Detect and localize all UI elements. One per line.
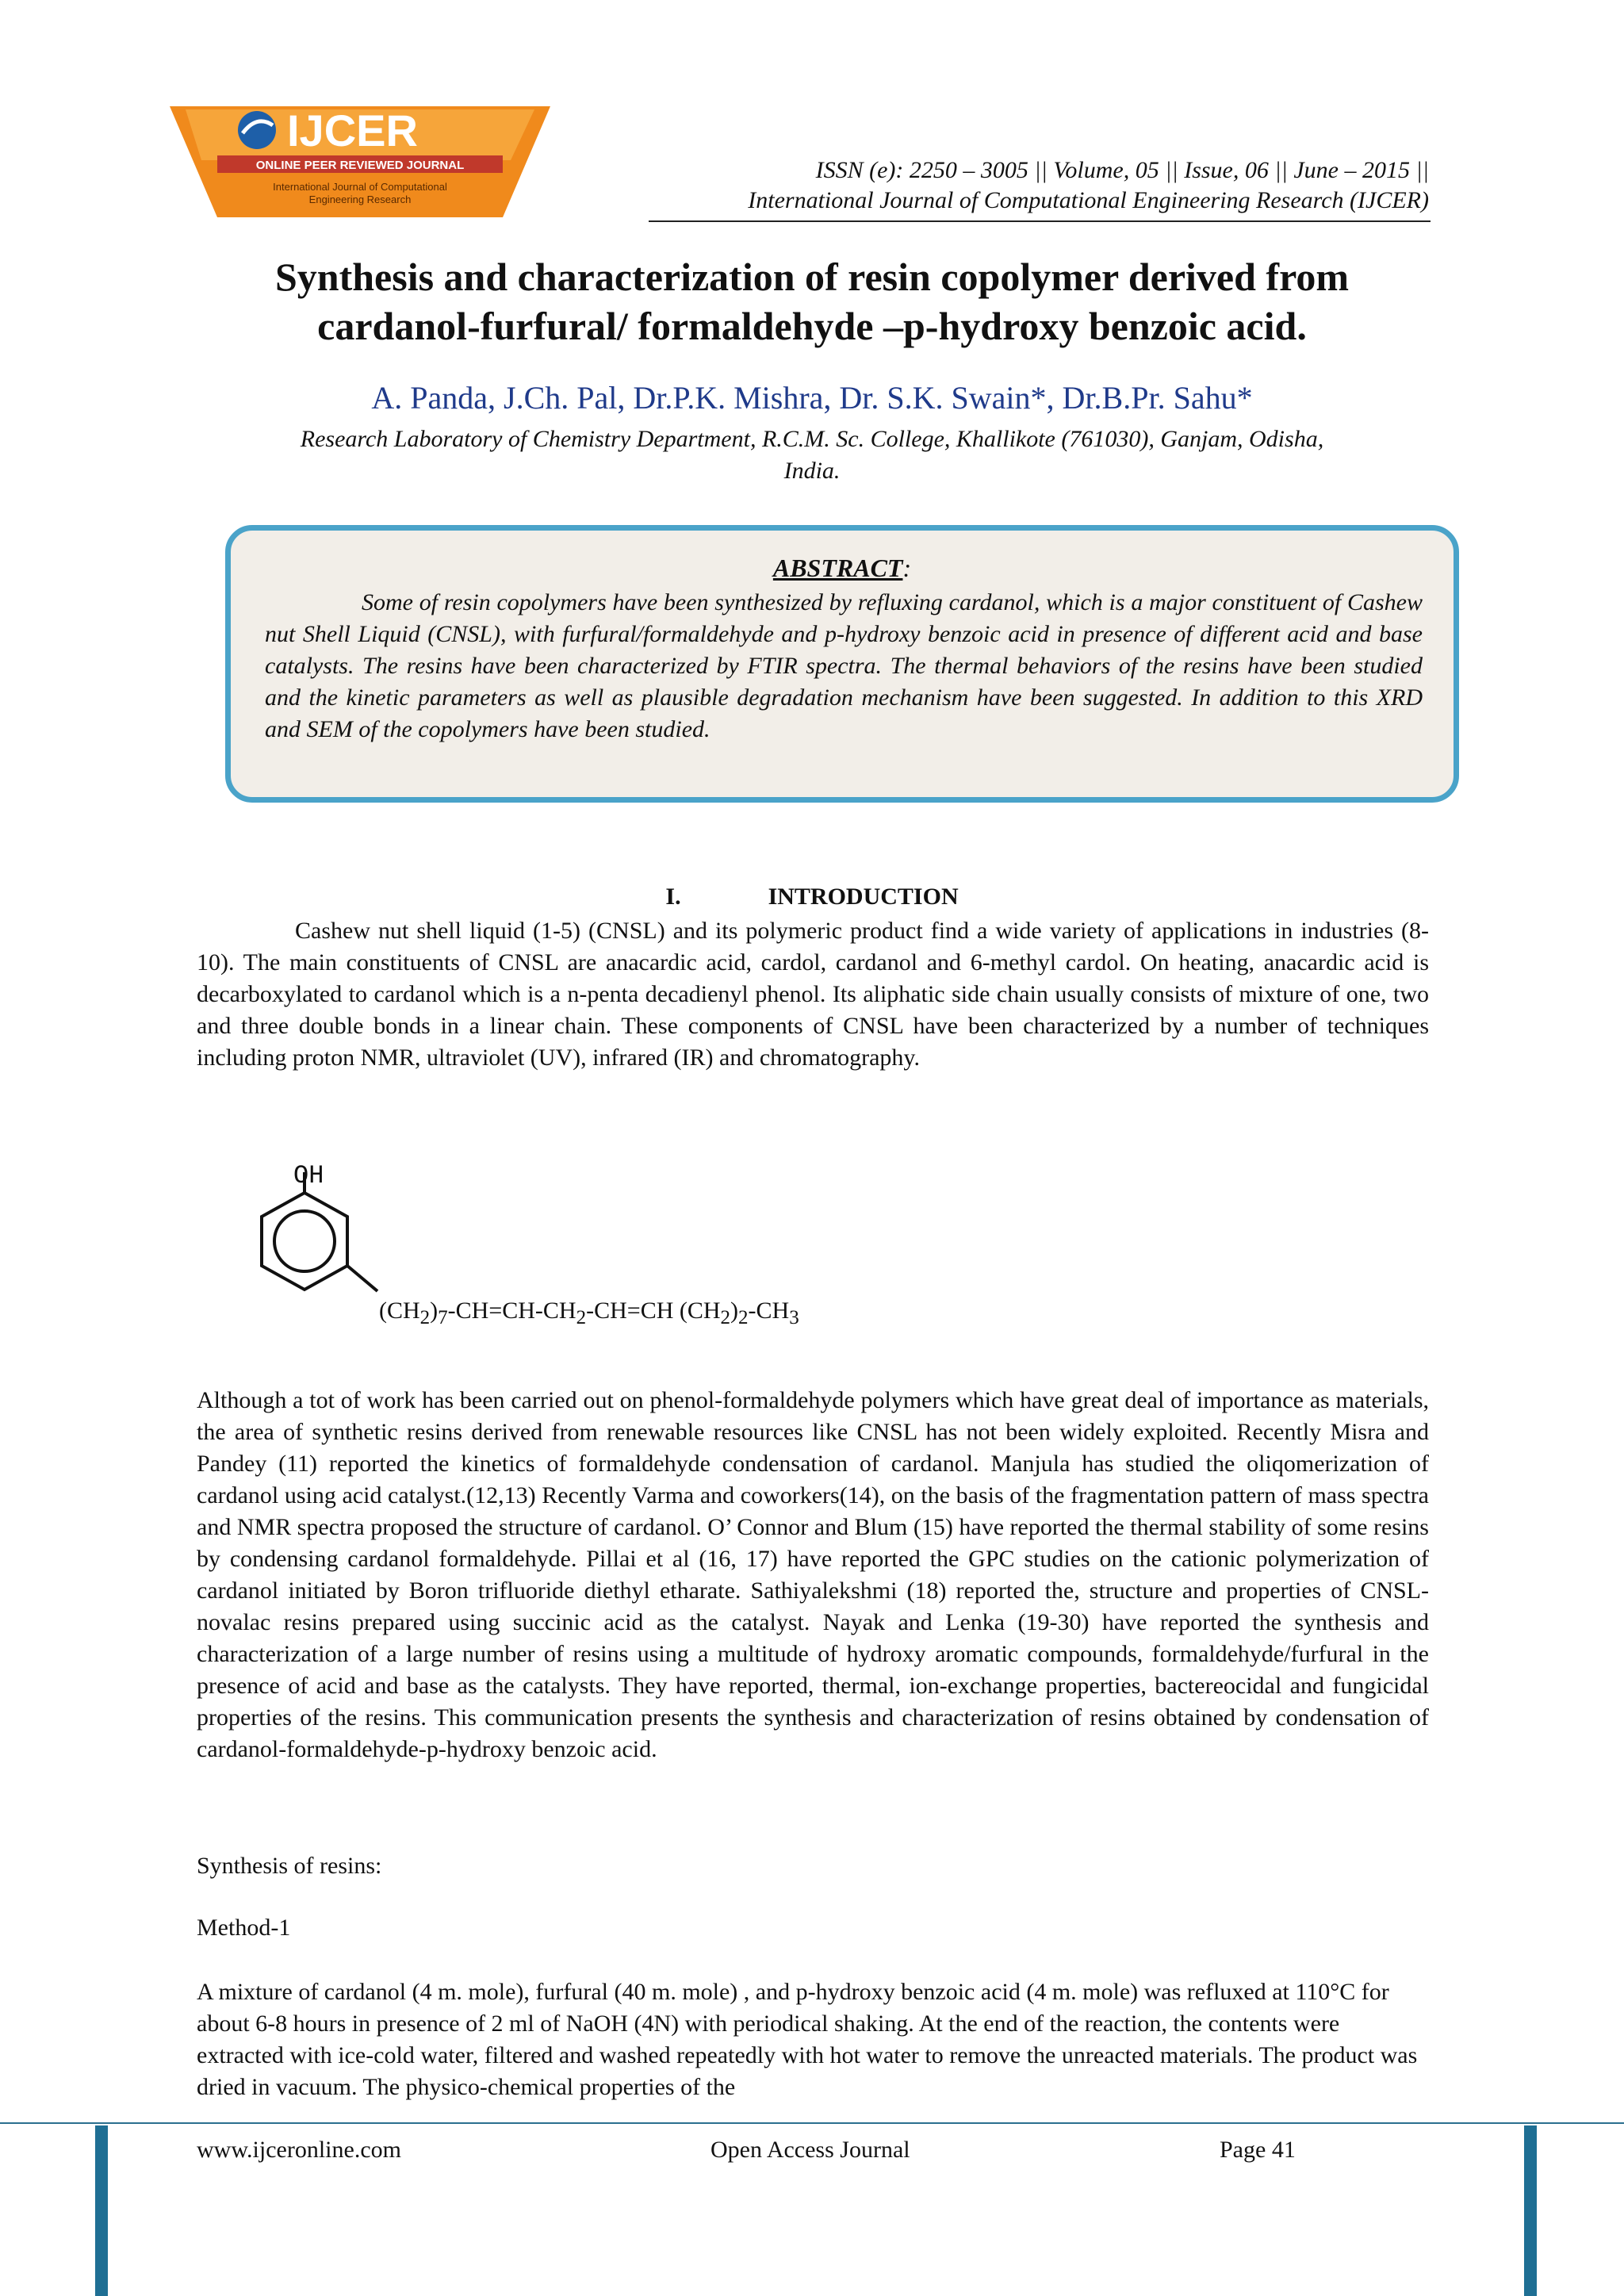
affiliation — [159, 424, 1465, 487]
chain-bond — [347, 1266, 377, 1291]
footer-rule — [0, 2122, 1624, 2124]
side-chain-formula — [379, 1297, 799, 1329]
footer-bar-left — [95, 2125, 108, 2296]
header-journal-name: International Journal of Computational Engineering Research (IJCER) — [748, 187, 1429, 213]
chain-part-b: ) — [430, 1297, 439, 1324]
authors: A. Panda, J.Ch. Pal, Dr.P.K. Mishra, Dr. S.K. Swain*, Dr.B.Pr. Sahu* — [371, 380, 1253, 416]
oh-group-label: OH — [293, 1161, 324, 1190]
synthesis-label: Synthesis of resins: — [197, 1853, 382, 1879]
intro-paragraph-2: Although a tot of work has been carried out on phenol-formaldehyde polymers which have great deal of importance as materials, the area of synthetic resins derived from renewable resources like CNSL has not been widely exploited. Recently Misra and Pandey (11) reported the kinetics of formaldehyde condensation of cardanol. Manjula has studied the oliqomerization of cardanol using acid catalyst.(12,13) Recently Varma and coworkers(14), on the basis of the fragmentation pattern of mass spectra and NMR spectra proposed the structure of cardanol. O’ Connor and Blum (15) have reported the thermal stability of some resins by condensing cardanol formaldehyde. Pillai et al (16, 17) have reported the GPC studies on the cationic polymerization of cardanol initiated by Boron trifluoride diethyl etharate. Sathiyalekshmi (18) reported the, structure and properties of CNSL-novalac resins prepared using succinic acid as the catalyst. Nayak and Lenka (19-30) have reported the synthesis and characterization of a large number of resins using a multitude of hydroxy aromatic compounds, formaldehyde/furfural in the presence of acid and base as the catalysts. They have reported, thermal, ion-exchange properties, bactereocidal and fungicidal properties of the resins. This communication presents the synthesis and characterization of resins obtained by condensation of cardanol-formaldehyde-p-hydroxy benzoic acid. — [197, 1387, 1429, 1762]
ijcer-logo — [162, 98, 558, 225]
logo-tagline: ONLINE PEER REVIEWED JOURNAL — [255, 159, 465, 172]
chain-part-c: -CH=CH-CH — [447, 1297, 576, 1324]
abstract-heading-text: ABSTRACT — [772, 554, 903, 582]
chain-sub-b: 7 — [438, 1307, 448, 1328]
abstract-heading — [225, 554, 1459, 583]
abstract-text: Some of resin copolymers have been synthesized by refluxing cardanol, which is a major constituent of Cashew nut Shell Liquid (CNSL), with furfural/formaldehyde and p-hydroxy benzoic acid in presence of different acid and base catalysts. The resins have been characterized by FTIR spectra. The thermal behaviors of the resins have been studied and the kinetic parameters as well as plausible degradation mechanism have been suggested. In addition to this XRD and SEM of the copolymers have been studied. — [265, 589, 1423, 742]
chain-part-e: ) — [730, 1297, 739, 1324]
abstract-heading-colon: : — [902, 554, 912, 582]
header-rule — [649, 220, 1431, 222]
logo-brand: IJCER — [287, 105, 418, 155]
chain-part-f: -CH — [748, 1297, 790, 1324]
section-number: I. — [665, 884, 681, 910]
footer-bar-right — [1524, 2125, 1537, 2296]
method-label: Method-1 — [197, 1915, 291, 1941]
aromatic-circle — [274, 1211, 335, 1271]
chain-sub-d: 2 — [720, 1307, 731, 1328]
title-line-1: Synthesis and characterization of resin copolymer derived from — [274, 255, 1350, 299]
chain-sub-f: 3 — [789, 1307, 799, 1328]
title-line-2: cardanol-furfural/ formaldehyde –p-hydroxy benzoic acid. — [317, 304, 1307, 348]
chain-sub-c: 2 — [576, 1307, 587, 1328]
section-heading-introduction — [143, 884, 1481, 910]
chain-part-d: -CH=CH (CH — [586, 1297, 721, 1324]
logo-sub2: Engineering Research — [308, 194, 412, 205]
header-issn: ISSN (e): 2250 – 3005 || Volume, 05 || Issue, 06 || June – 2015 || — [815, 157, 1429, 183]
intro-paragraph-1: Cashew nut shell liquid (1-5) (CNSL) and its polymeric product find a wide variety of applications in industries (8-10). The main constituents of CNSL are anacardic acid, cardol, cardanol and 6-methyl cardol. On heating, anacardic acid is decarboxylated to cardanol which is a n-penta decadienyl phenol. Its aliphatic side chain usually consists of mixture of one, two and three double bonds in a linear chain. These components of CNSL have been characterized by a number of techniques including proton NMR, ultraviolet (UV), infrared (IR) and chromatography. — [197, 918, 1429, 1071]
footer-open-access: Open Access Journal — [710, 2137, 910, 2163]
method-paragraph: A mixture of cardanol (4 m. mole), furfural (40 m. mole) , and p-hydroxy benzoic acid (4 m. mole) was refluxed at 110°C for about 6-8 hours in presence of 2 ml of NaOH (4N) with periodical shaking. At the end of the reaction, the contents were extracted with ice-cold water, filtered and washed repeatedly with hot water to remove the unreacted materials. The product was dried in vacuum. The physico-chemical properties of the — [197, 1979, 1418, 2100]
chain-sub-a: 2 — [419, 1307, 431, 1328]
chain-part-a: (CH — [379, 1297, 420, 1324]
footer-url[interactable]: www.ijceronline.com — [197, 2137, 401, 2163]
footer-page-number: Page 41 — [1220, 2137, 1296, 2163]
affiliation-line-2: India. — [783, 458, 841, 484]
chain-sub-e: 2 — [738, 1307, 749, 1328]
logo-sub1: International Journal of Computational — [273, 181, 447, 193]
affiliation-line-1: Research Laboratory of Chemistry Department, R.C.M. Sc. College, Khallikote (761030), Ganjam, Odisha, — [300, 426, 1324, 452]
section-title: INTRODUCTION — [768, 884, 959, 910]
paper-title — [143, 252, 1481, 351]
